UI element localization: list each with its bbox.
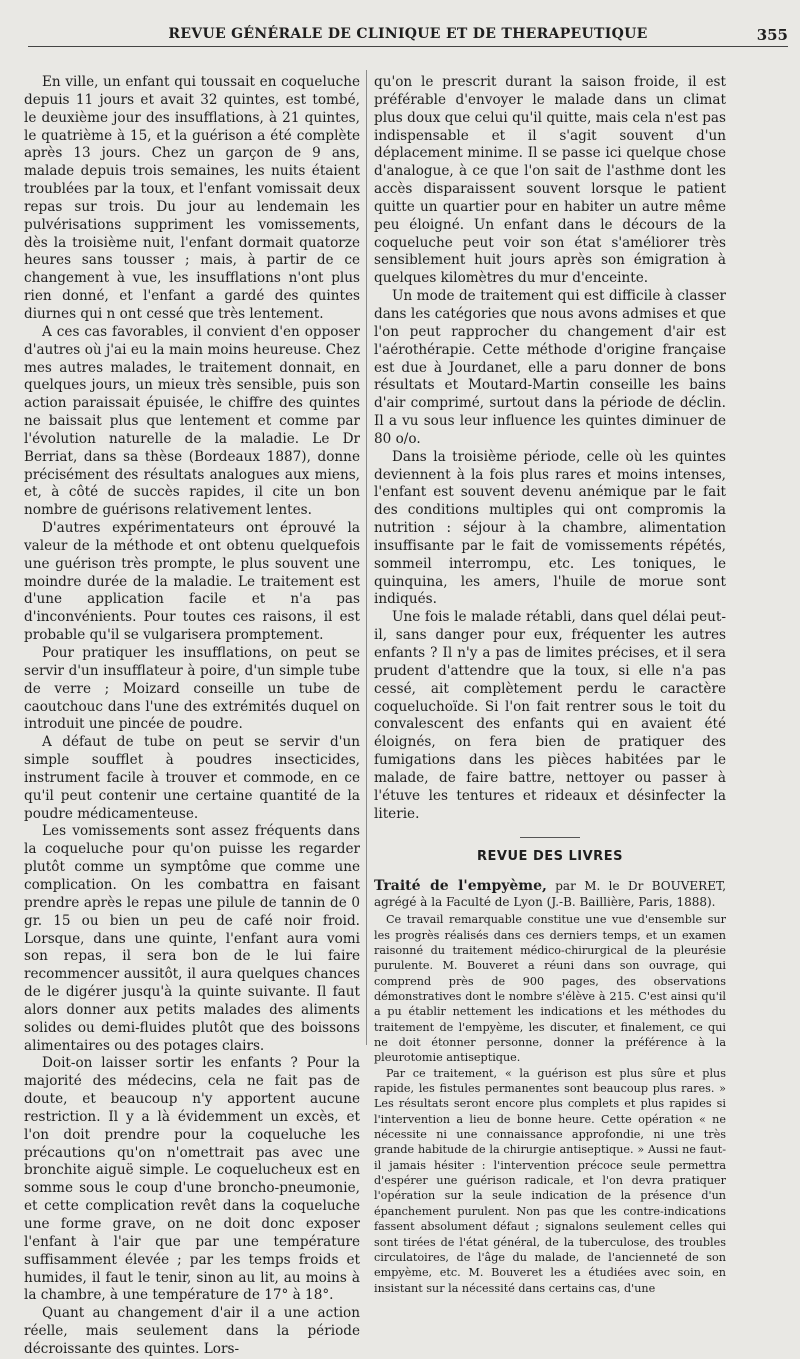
book-review — [374, 878, 726, 1296]
paragraph: Les vomissements sont assez fréquents dans la coqueluche pour qu'on puisse les regarder plutôt comme un symptôme que comme une complication. On les combattra en faisant prendre après le repas une pilule de tannin de 0 gr. 15 ou bien un peu de café noir froid. Lorsque, dans une quinte, l'enfant aura vomi son repas, il sera bon de le lui faire recommencer aussitôt, il aura quelques chances de le digérer jusqu'à la quinte suivante. Il faut alors donner aux petits malades des aliments solides ou demi-fluides plutôt que des boissons alimentaires ou des potages clairs. — [24, 823, 360, 1054]
paragraph: A ces cas favorables, il convient d'en opposer d'autres où j'ai eu la main moins heureuse. Chez mes autres malades, le traitement donnait, en quelques jours, un mieux très sensible, puis son action paraissait épuisée, le chiffre des quintes ne baissait plus que lentement et comme par l'évolution naturelle de la maladie. Le Dr Berriat, dans sa thèse (Bordeaux 1887), donne précisément des résultats analogues aux miens, et, à côté de succès rapides, il cite un bon nombre de guérisons relativement lentes. — [24, 323, 360, 519]
paragraph: Pour pratiquer les insufflations, on peut se servir d'un insufflateur à poire, d'un simple tube de verre ; Moizard conseille un tube de caoutchouc dans l'une des extrémités duquel on introduit une pincée de poudre. — [24, 645, 360, 733]
paragraph: qu'on le prescrit durant la saison froide, il est préférable d'envoyer le malade dans un climat plus doux que celui qu'il quitte, mais cela n'est pas indispensable et il s'agit souvent d'un déplacement minime. Il se passe ici quelque chose d'analogue, à ce que l'on sait de l'asthme dont les accès disparaissent souvent lorsque le patient quitte un quartier pour en habiter un autre même peu éloigné. Un enfant dans le décours de la coqueluche peut voir son état s'améliorer très sensiblement huit jours après son émigration à quelques kilomètres du mur d'enceinte. — [374, 74, 726, 287]
paragraph: A défaut de tube on peut se servir d'un simple soufflet à poudres insecticides, instrument facile à trouver et commode, en ce qu'il peut contenir une certaine quantité de la poudre médicamenteuse. — [24, 734, 360, 822]
page-number: 355 — [756, 26, 788, 44]
book-citation: par M. le Dr BOUVERET, agrégé à la Faculté de Lyon (J.-B. Baillière, Paris, 1888). — [374, 879, 727, 910]
running-header — [28, 24, 788, 47]
review-paragraph: Ce travail remarquable constitue une vue d'ensemble sur les progrès réalisés dans ces derniers temps, et un examen raisonné du traitement médico-chirurgical de la pleurésie purulente. M. Bouveret a réuni dans son ouvrage, qui comprend près de 900 pages, des observations démonstratives dont le nombre s'élève à 215. C'est ainsi qu'il a pu établir nettement les indications et les méthodes du traitement de l'empyème, les discuter, et finalement, ce qui ne doit étonner personne, donner la préférence à la pleurotomie antiseptique. — [374, 913, 726, 1065]
paragraph: Doit-on laisser sortir les enfants ? Pour la majorité des médecins, cela ne fait pas de doute, et beaucoup n'y apportent aucune restriction. Il y a là évidemment un excès, et l'on doit prendre pour la coqueluche les précautions qu'on n'omettrait pas avec une bronchite aiguë simple. Le coquelucheux est en somme sous le coup d'une broncho-pneumonie, et cette complication revêt dans la coqueluche une forme grave, on ne doit donc exposer l'enfant à l'air que par une température suffisamment élevée ; par les temps froids et humides, il faut le tenir, sinon au lit, au moins à la chambre, à une température de 17° à 18°. — [24, 1055, 360, 1304]
journal-title: REVUE GÉNÉRALE DE CLINIQUE ET DE THERAPEUTIQUE — [168, 26, 648, 42]
right-column — [374, 74, 726, 1296]
book-title: Traité de l'empyème, — [374, 878, 547, 895]
paragraph: En ville, un enfant qui toussait en coqueluche depuis 11 jours et avait 32 quintes, est tombé, le deuxième jour des insufflations, à 21 quintes, le quatrième à 15, et la guérison a été complète après 13 jours. Chez un garçon de 9 ans, malade depuis trois semaines, les nuits étaient troublées par la toux, et l'enfant vomissait deux repas sur trois. Du jour au lendemain les pulvérisations suppriment les vomissements, dès la troisième nuit, l'enfant dormait quatorze heures sans tousser ; mais, à partir de ce changement à vue, les insufflations n'ont plus rien donné, et l'enfant a gardé des quintes diurnes qui n ont cessé que très lentement. — [24, 74, 360, 322]
book-reference — [374, 878, 726, 910]
paragraph: Quant au changement d'air il a une action réelle, mais seulement dans la période décroissante des quintes. Lors- — [24, 1305, 360, 1357]
review-body — [374, 912, 726, 1296]
paragraph: D'autres expérimentateurs ont éprouvé la valeur de la méthode et ont obtenu quelquefois une guérison très prompte, le plus souvent une moindre durée de la maladie. Le traitement est d'une application facile et n'a pas d'inconvénients. Pour toutes ces raisons, il est probable qu'il se vulgarisera promptement. — [24, 520, 360, 644]
column-divider — [366, 70, 367, 1045]
paragraph: Une fois le malade rétabli, dans quel délai peut-il, sans danger pour eux, fréquenter les autres enfants ? Il n'y a pas de limites précises, et il sera prudent d'attendre que la toux, si elle n'a pas cessé, ait complètement perdu le caractère coqueluchoïde. Si l'on fait rentrer sous le toit du convalescent des enfants qui en avaient été éloignés, on fera bien de pratiquer des fumigations dans les pièces habitées par le malade, de faire battre, nettoyer ou passer à l'étuve les tentures et rideaux et désinfecter la literie. — [374, 609, 726, 822]
section-title: REVUE DES LIVRES — [477, 849, 623, 865]
review-paragraph: Par ce traitement, « la guérison est plus sûre et plus rapide, les fistules permanentes sont beaucoup plus rares. » Les résultats seront encore plus complets et plus rapides si l'intervention a lieu de bonne heure. Cette opération « ne nécessite ni une connaissance approfondie, ni une très grande habitude de la chirurgie antiseptique. » Aussi ne faut-il jamais hésiter : l'intervention précoce seule permettra d'espérer une guérison radicale, et l'on devra pratiquer l'opération sur la seule indication de la présence d'un épanchement purulent. Non pas que les contre-indications fassent absolument défaut ; signalons seulement celles qui sont tirées de l'état général, de la tuberculose, des troubles circulatoires, de l'âge du malade, de l'ancienneté de son empyème, etc. M. Bouveret les a étudiées avec soin, en insistant sur la nécessité dans certains cas, d'une — [374, 1066, 726, 1295]
left-column — [24, 74, 360, 1359]
section-rule — [520, 837, 580, 838]
paragraph: Un mode de traitement qui est difficile à classer dans les catégories que nous avons admises et que l'on peut rapprocher du changement d'air est l'aérothérapie. Cette méthode d'origine française est due à Jourdanet, elle a paru donner de bons résultats et Moutard-Martin conseille les bains d'air comprimé, surtout dans la période de déclin. Il a vu sous leur influence les quintes diminuer de 80 o/o. — [374, 288, 726, 447]
paragraph: Dans la troisième période, celle où les quintes deviennent à la fois plus rares et moins intenses, l'enfant est souvent devenu anémique par le fait des conditions multiples qui ont compromis la nutrition : séjour à la chambre, alimentation insuffisante par le fait de vomissements répétés, sommeil interrompu, etc. Les toniques, le quinquina, les amers, l'huile de morue sont indiqués. — [374, 448, 726, 608]
